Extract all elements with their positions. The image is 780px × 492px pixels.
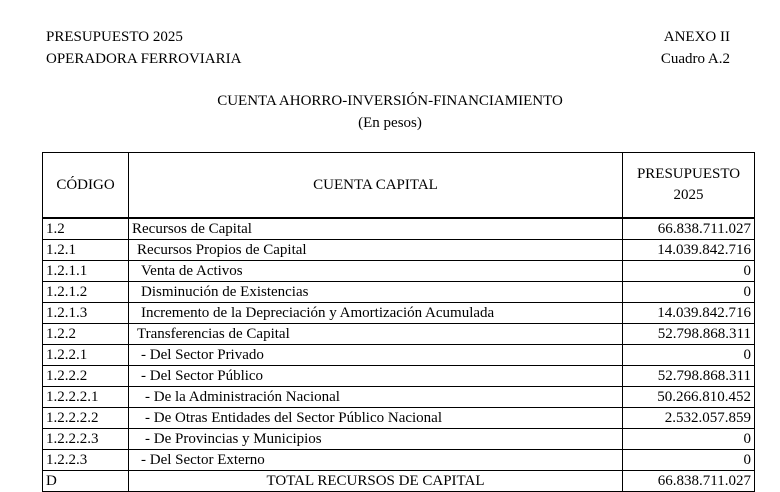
column-header-account: CUENTA CAPITAL — [129, 153, 623, 219]
row-account-name: TOTAL RECURSOS DE CAPITAL — [129, 471, 623, 492]
row-budget-amount: 14.039.842.716 — [623, 303, 755, 324]
row-code: 1.2.1.2 — [43, 282, 129, 303]
annex-label: ANEXO II — [663, 29, 730, 45]
row-account-name: - Del Sector Público — [129, 366, 623, 387]
row-budget-amount: 0 — [623, 261, 755, 282]
row-account-name: Disminución de Existencias — [129, 282, 623, 303]
row-account-name: - Del Sector Externo — [129, 450, 623, 471]
column-header-budget-line1: PRESUPUESTO — [636, 166, 741, 182]
row-code: 1.2.2 — [43, 324, 129, 345]
row-budget-amount: 0 — [623, 282, 755, 303]
column-header-budget-line2: 2025 — [673, 187, 704, 203]
row-budget-amount: 0 — [623, 429, 755, 450]
row-budget-amount: 52.798.868.311 — [623, 366, 755, 387]
table-row — [43, 408, 755, 429]
row-code: 1.2.1.3 — [43, 303, 129, 324]
table-row — [43, 471, 755, 492]
table-row — [43, 429, 755, 450]
row-code: 1.2.2.2.2 — [43, 408, 129, 429]
organization-name: OPERADORA FERROVIARIA — [46, 51, 242, 67]
row-code: 1.2.1 — [43, 240, 129, 261]
table-row — [43, 366, 755, 387]
row-budget-amount: 14.039.842.716 — [623, 240, 755, 261]
table-row — [43, 345, 755, 366]
table-row — [43, 303, 755, 324]
document-title: CUENTA AHORRO-INVERSIÓN-FINANCIAMIENTO — [217, 93, 563, 109]
budget-year-label: PRESUPUESTO 2025 — [46, 29, 183, 45]
table-body — [43, 218, 755, 492]
table-row — [43, 261, 755, 282]
document-title-block — [0, 90, 780, 134]
table-row — [43, 240, 755, 261]
row-code: D — [43, 471, 129, 492]
row-budget-amount: 50.266.810.452 — [623, 387, 755, 408]
document-header-right — [661, 26, 730, 70]
row-account-name: Recursos Propios de Capital — [129, 240, 623, 261]
row-code: 1.2.2.2.3 — [43, 429, 129, 450]
column-header-code: CÓDIGO — [43, 153, 129, 219]
row-account-name: Venta de Activos — [129, 261, 623, 282]
row-account-name: Incremento de la Depreciación y Amortización Acumulada — [129, 303, 623, 324]
table-row — [43, 450, 755, 471]
row-code: 1.2.2.3 — [43, 450, 129, 471]
row-code: 1.2 — [43, 218, 129, 240]
row-budget-amount: 66.838.711.027 — [623, 471, 755, 492]
row-budget-amount: 66.838.711.027 — [623, 218, 755, 240]
row-account-name: - De la Administración Nacional — [129, 387, 623, 408]
table-row — [43, 218, 755, 240]
row-account-name: - De Provincias y Municipios — [129, 429, 623, 450]
row-code: 1.2.2.2 — [43, 366, 129, 387]
document-subtitle: (En pesos) — [358, 115, 422, 131]
row-account-name: - De Otras Entidades del Sector Público Nacional — [129, 408, 623, 429]
table-header-row — [43, 153, 755, 219]
row-account-name: - Del Sector Privado — [129, 345, 623, 366]
row-budget-amount: 0 — [623, 345, 755, 366]
row-account-name: Recursos de Capital — [129, 218, 623, 240]
capital-account-table — [42, 152, 755, 492]
table-row — [43, 324, 755, 345]
row-code: 1.2.2.1 — [43, 345, 129, 366]
table-number-label: Cuadro A.2 — [660, 51, 730, 67]
document-header-left — [46, 26, 241, 70]
row-budget-amount: 2.532.057.859 — [623, 408, 755, 429]
row-account-name: Transferencias de Capital — [129, 324, 623, 345]
row-code: 1.2.2.2.1 — [43, 387, 129, 408]
table-row — [43, 387, 755, 408]
row-budget-amount: 0 — [623, 450, 755, 471]
row-code: 1.2.1.1 — [43, 261, 129, 282]
column-header-budget — [623, 153, 755, 219]
row-budget-amount: 52.798.868.311 — [623, 324, 755, 345]
table-row — [43, 282, 755, 303]
